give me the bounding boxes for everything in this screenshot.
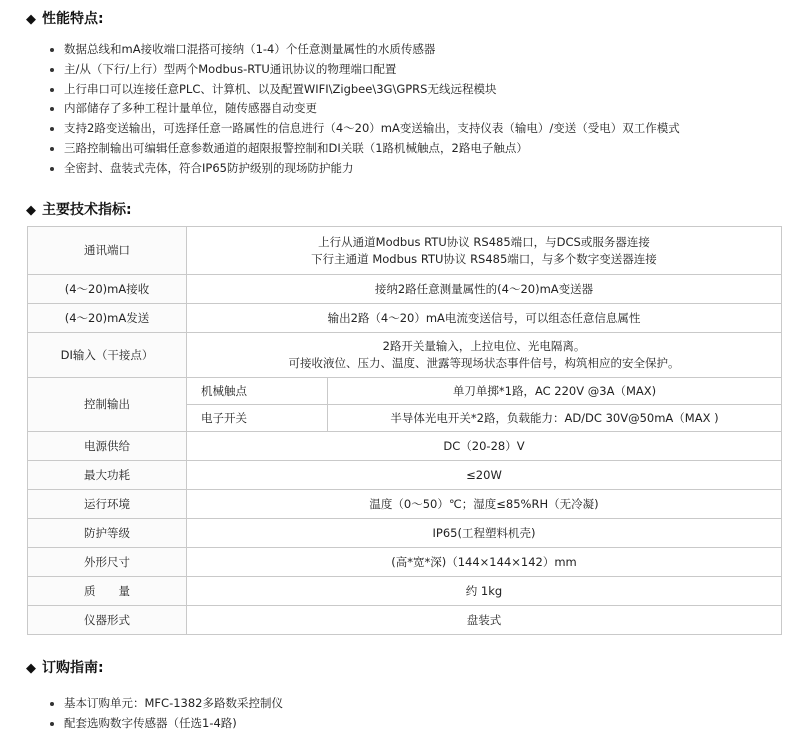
table-row [28,378,782,405]
ma-in-label: (4～20)mA接收 [28,275,187,304]
elec-value: 半导体光电开关*2路，负载能力：AD/DC 30V@50mA（MAX ) [328,405,782,432]
table-row [28,577,782,606]
features-title: 性能特点: [42,11,104,27]
table-row [28,461,782,490]
ma-out-label: (4～20)mA发送 [28,304,187,333]
comm-label: 通讯端口 [28,227,187,275]
weight-label: 质 量 [28,577,187,606]
specs-heading [26,199,132,219]
list-item: 配套选购数字传感器（任选1-4路) [50,714,283,734]
maxpow-value: ≤20W [187,461,782,490]
table-row [28,490,782,519]
features-list [50,40,680,179]
comm-line-1: 上行从通道Modbus RTU协议 RS485端口，与DCS或服务器连接 [318,234,650,249]
list-item: 全密封、盘装式壳体，符合IP65防护级别的现场防护能力 [50,159,680,179]
table-row [28,304,782,333]
ordering-heading [26,657,104,677]
ordering-title: 订购指南: [42,660,104,676]
weight-value: 约 1kg [187,577,782,606]
list-item: 支持2路变送输出，可选择任意一路属性的信息进行（4～20）mA变送输出，支持仪表（输电）/变送（受电）双工作模式 [50,119,680,139]
di-label: DI输入（干接点） [28,333,187,378]
table-row [28,227,782,275]
di-line-2: 可接收液位、压力、温度、泄露等现场状态事件信号，构筑相应的安全保护。 [288,356,680,370]
di-line-1: 2路开关量输入，上拉电位、光电隔离。 [382,339,586,353]
table-row [28,519,782,548]
form-value: 盘装式 [187,606,782,635]
list-item: 数据总线和mA接收端口混搭可接纳（1-4）个任意测量属性的水质传感器 [50,40,680,60]
power-label: 电源供给 [28,432,187,461]
ctrl-label: 控制输出 [28,378,187,432]
ordering-list [50,694,283,734]
comm-line-2: 下行主通道 Modbus RTU协议 RS485端口，与多个数字变送器连接 [311,251,657,266]
list-item: 基本订购单元：MFC-1382多路数采控制仪 [50,694,283,714]
list-item: 内部储存了多种工程计量单位，随传感器自动变更 [50,99,680,119]
elec-label: 电子开关 [187,405,328,432]
diamond-bullet-icon: ◆ [26,203,36,218]
dim-value: (高*宽*深)（144×144×142）mm [187,548,782,577]
power-value: DC（20-28）V [187,432,782,461]
di-value [187,333,782,378]
ma-out-value: 输出2路（4～20）mA电流变送信号，可以组态任意信息属性 [187,304,782,333]
env-label: 运行环境 [28,490,187,519]
form-label: 仪器形式 [28,606,187,635]
diamond-bullet-icon: ◆ [26,12,36,27]
env-value: 温度（0～50）℃；湿度≤85%RH（无冷凝) [187,490,782,519]
table-row [28,432,782,461]
spec-table [27,226,782,635]
prot-value: IP65(工程塑料机壳) [187,519,782,548]
relay-label: 机械触点 [187,378,328,405]
prot-label: 防护等级 [28,519,187,548]
table-row [28,548,782,577]
list-item: 上行串口可以连接任意PLC、计算机、以及配置WIFI\Zigbee\3G\GPRS无线远程模块 [50,80,680,100]
table-row [28,275,782,304]
relay-value: 单刀单掷*1路，AC 220V @3A（MAX) [328,378,782,405]
ma-in-value: 接纳2路任意测量属性的(4～20)mA变送器 [187,275,782,304]
table-row [28,333,782,378]
diamond-bullet-icon: ◆ [26,661,36,676]
table-row [28,606,782,635]
dim-label: 外形尺寸 [28,548,187,577]
comm-value [187,227,782,275]
list-item: 三路控制输出可编辑任意参数通道的超限报警控制和DI关联（1路机械触点，2路电子触点） [50,139,680,159]
specs-title: 主要技术指标: [42,202,132,218]
maxpow-label: 最大功耗 [28,461,187,490]
features-heading [26,8,104,28]
list-item: 主/从（下行/上行）型两个Modbus-RTU通讯协议的物理端口配置 [50,60,680,80]
